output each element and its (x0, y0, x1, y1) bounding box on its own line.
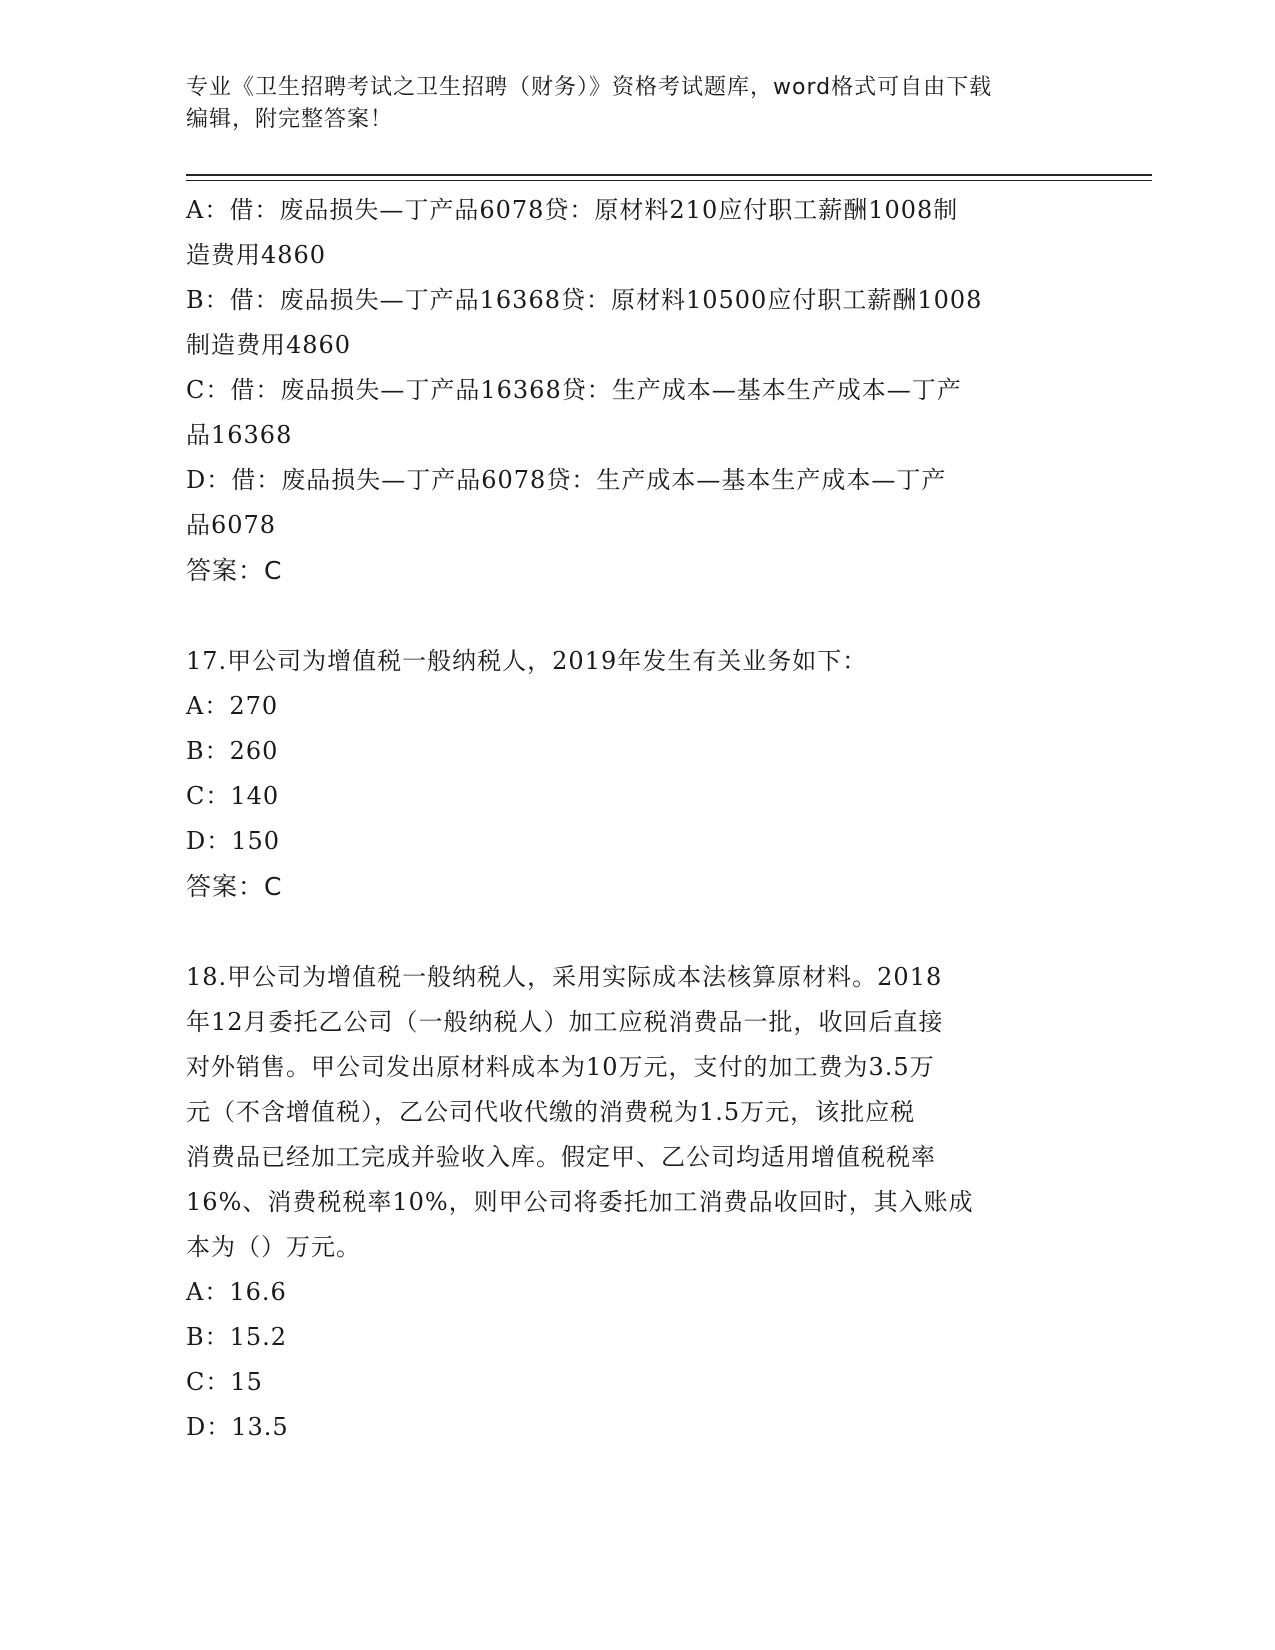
option-c: C：15 (186, 1368, 263, 1396)
option-line: 品6078 (186, 511, 277, 539)
document-header (186, 72, 1066, 136)
question-text-line: 年12月委托乙公司（一般纳税人）加工应税消费品一批，收回后直接 (186, 1008, 944, 1036)
option-d: D：13.5 (186, 1413, 289, 1441)
option-b: B：260 (186, 737, 279, 765)
question-gap (186, 593, 1086, 639)
question-text-line: 18.甲公司为增值税一般纳税人，采用实际成本法核算原材料。2018 (186, 963, 943, 991)
option-line: 制造费用4860 (186, 331, 352, 359)
question-text-line: 消费品已经加工完成并验收入库。假定甲、乙公司均适用增值税税率 (186, 1143, 936, 1171)
question-gap (186, 909, 1086, 955)
answer-label: 答案：C (186, 872, 283, 901)
question-18 (186, 955, 1086, 1450)
question-text: 17.甲公司为增值税一般纳税人，2019年发生有关业务如下： (186, 647, 868, 675)
header-line-2: 编辑，附完整答案！ (186, 107, 394, 132)
option-line: 品16368 (186, 421, 293, 449)
option-b: B：15.2 (186, 1323, 288, 1351)
header-rule-thin (186, 180, 1152, 181)
option-line: A：借：废品损失—丁产品6078贷：原材料210应付职工薪酬1008制 (186, 196, 959, 224)
option-c: C：140 (186, 782, 280, 810)
question-text-line: 元（不含增值税），乙公司代收代缴的消费税为1.5万元，该批应税 (186, 1098, 916, 1126)
answer-label: 答案：C (186, 556, 283, 585)
question-16 (186, 188, 1086, 593)
question-text-line: 本为（）万元。 (186, 1233, 361, 1261)
question-17 (186, 639, 1086, 909)
header-rule-thick (186, 174, 1152, 176)
question-list (186, 188, 1086, 1450)
option-line: 造费用4860 (186, 241, 327, 269)
option-line: C：借：废品损失—丁产品16368贷：生产成本—基本生产成本—丁产 (186, 376, 962, 404)
option-line: B：借：废品损失—丁产品16368贷：原材料10500应付职工薪酬1008 (186, 286, 983, 314)
question-text-line: 16%、消费税税率10%，则甲公司将委托加工消费品收回时，其入账成 (186, 1188, 974, 1216)
question-text-line: 对外销售。甲公司发出原材料成本为10万元，支付的加工费为3.5万 (186, 1053, 935, 1081)
header-line-1: 专业《卫生招聘考试之卫生招聘（财务）》资格考试题库，word格式可自由下载 (186, 75, 993, 100)
option-line: D：借：废品损失—丁产品6078贷：生产成本—基本生产成本—丁产 (186, 466, 947, 494)
option-d: D：150 (186, 827, 281, 855)
option-a: A：16.6 (186, 1278, 287, 1306)
option-a: A：270 (186, 692, 279, 720)
